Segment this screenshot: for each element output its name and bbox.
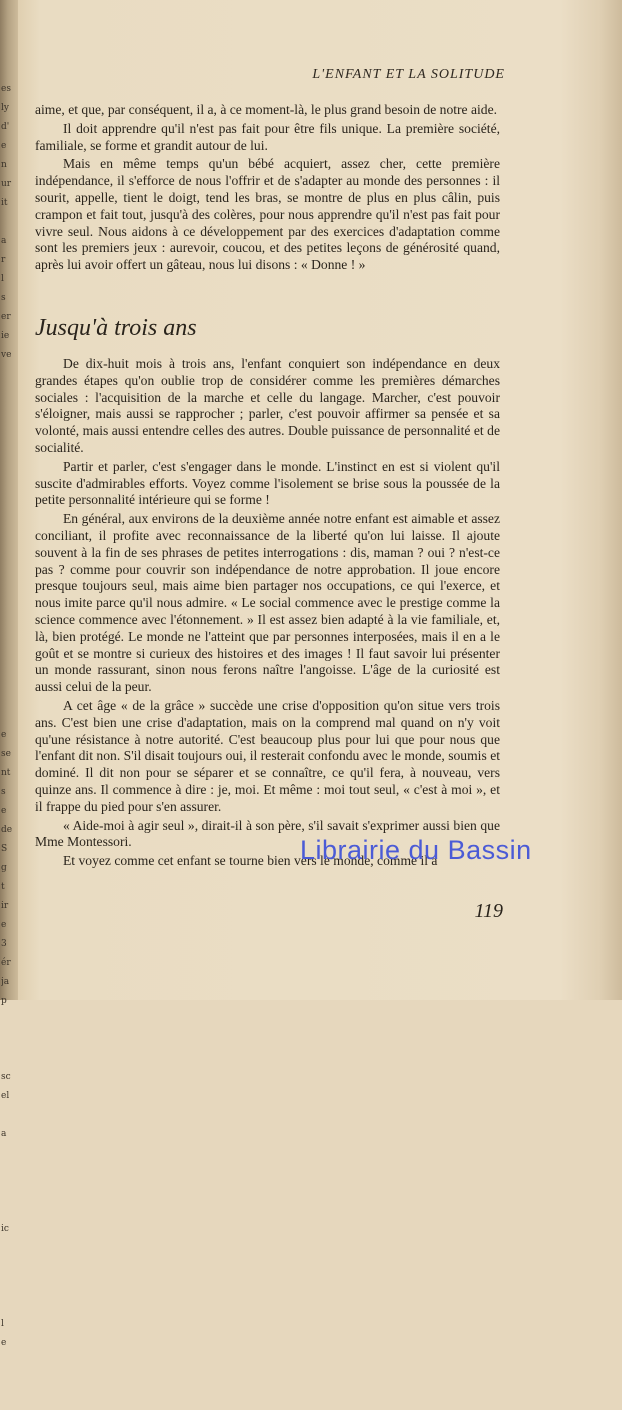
paragraph: aime, et que, par conséquent, il a, à ce moment-là, le plus grand besoin de notre aide. <box>35 102 498 117</box>
paragraph: Mais en même temps qu'un bébé acquiert, assez cher, cette première indépendance, il s'efforce de nous l'offrir et de s'adapter au monde des personnes : il sourit, appelle, tient le doigt, tend les bras, se montre de plus en plus câlin, puis crampon et fait tout, jusqu'à des colères, pour nous apprendre qu'il n'est pas fait pour vivre seul. Nous aidons à ce développement par des exercices d'adaptation comme sont les premiers jeux : aurevoir, coucou, et des petites leçons de générosité quand, après lui avoir offert un gâteau, nous lui disons : « Donne ! » <box>35 156 500 273</box>
paragraph: Et voyez comme cet enfant se tourne bien vers le monde, comme il a <box>63 853 438 869</box>
body-text-top <box>35 102 500 276</box>
paragraph: « Aide-moi à agir seul », dirait-il à son père, s'il savait s'exprimer aussi bien que Mme Montessori. <box>35 817 500 850</box>
section-heading: Jusqu'à trois ans <box>35 315 197 341</box>
seller-watermark: Librairie du Bassin <box>300 835 532 865</box>
paragraph: En général, aux environs de la deuxième année notre enfant est aimable et assez conciliant, il profite avec reconnaissance de la liberté qu'on lui laisse. Il ajoute souvent à la fin de ses phrases de petites interrogations : dis, maman ? oui ? n'est-ce pas ? comme pour couvrir son indépendance de notre approbation. Il joue encore presque toujours seul, mais aime bien partager nos occupations, ce qui l'exerce, et nous imite parce qu'il nous admire. « Le social commence avec le prestige comme la science commence avec l'étonnement. » Il est assez bien adapté à la vie familiale, et, là, bien protégé. Le monde ne l'atteint que par personnes interposées, mais il en a le goût et se montre si curieux des histoires et des images ! Il faut savoir lui présenter un monde rassurant, sinon nous ferons naître l'angoisse. L'âge de la curiosité est aussi celui de la peur. <box>35 511 500 695</box>
paragraph: Partir et parler, c'est s'engager dans le monde. L'instinct en est si violent qu'il suscite d'admirables efforts. Voyez comme l'isolement se brise sous la poussée de la petite personnalité intérieure qui se forme ! <box>35 458 500 508</box>
paragraph: A cet âge « de la grâce » succède une crise d'opposition qu'on situe vers trois ans. C'est bien une crise d'adaptation, mais on la comprend mal quand on n'y voit qu'une résistance à notre autorité. C'est beaucoup plus pour lui que pour nous que l'enfant dit non. S'il disait toujours oui, il resterait confondu avec le monde, soumis et dominé. Il dit non pour se séparer et se connaître, ce qu'il fera, à nouveau, vers quinze ans. Il commence à dire : je, moi. Et même : moi tout seul, « c'est à moi », et il frappe du pied pour s'en assurer. <box>35 697 500 814</box>
paragraph: De dix-huit mois à trois ans, l'enfant conquiert son indépendance en deux grandes étapes qu'on oublie trop de considérer comme les premières démarches sociales : l'acquisition de la marche et celle du langage. Marcher, c'est pouvoir s'éloigner, mais aussi se rapprocher ; parler, c'est pouvoir affirmer sa pensée et sa volonté, mais aussi entendre celles des autres. Double puissance de personnalité et de socialité. <box>35 356 500 455</box>
page-number: 119 <box>474 900 503 922</box>
paragraph: Il doit apprendre qu'il n'est pas fait pour être fils unique. La première société, familiale, se forme et grandit autour de lui. <box>35 120 500 153</box>
facing-page-edge <box>0 0 18 1348</box>
running-head: L'ENFANT ET LA SOLITUDE <box>312 67 505 82</box>
facing-page-text: es ly d' e n ur it a r l s er ie ve e se nt s e de S g t ir e 3 ér ja p sc el a ic l e <box>1 84 13 1348</box>
body-text-bottom <box>35 356 500 872</box>
